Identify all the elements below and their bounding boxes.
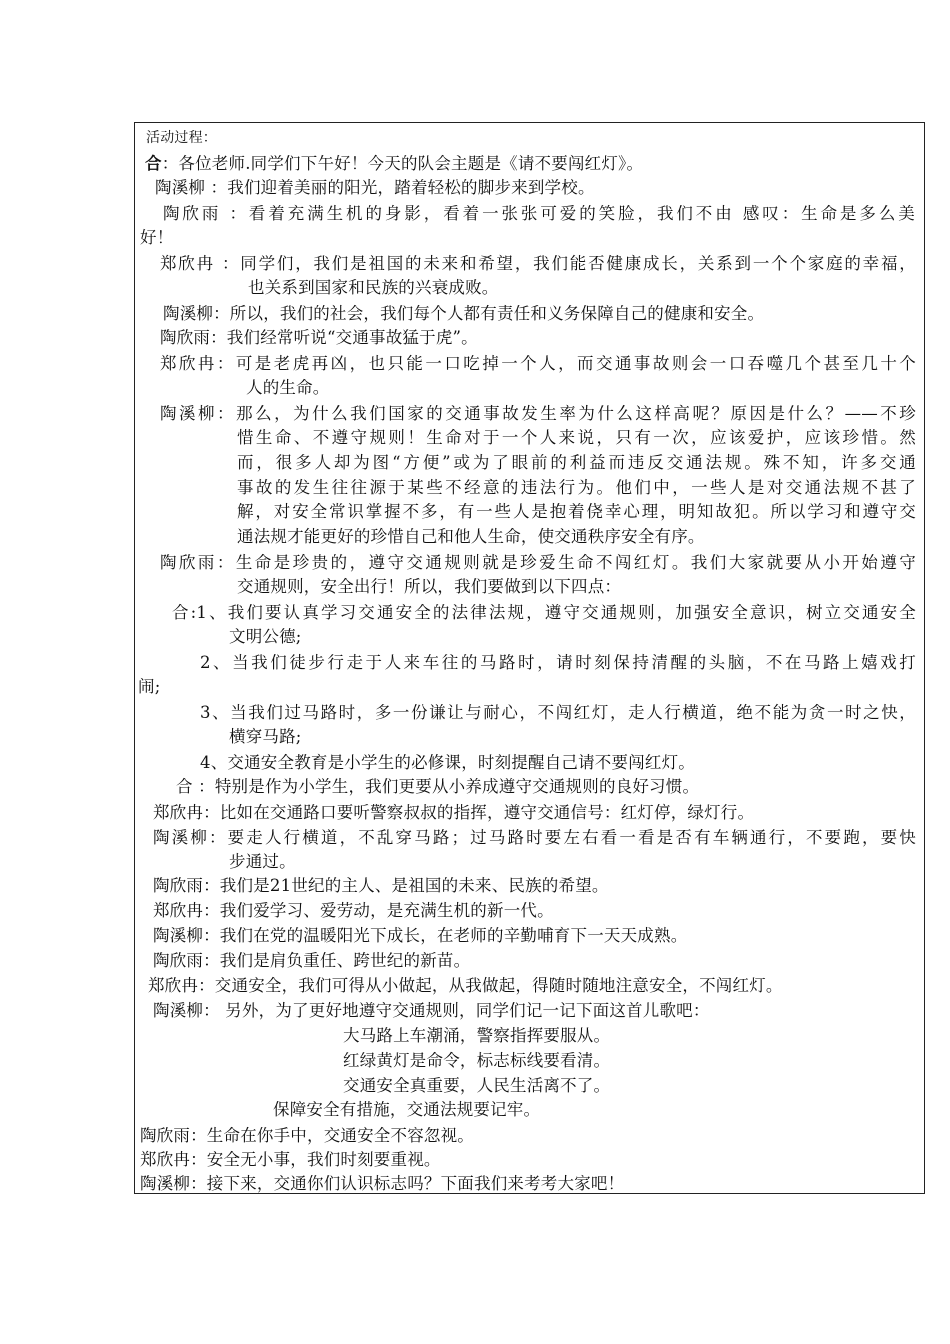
song-line: 保障安全有措施，交通法规要记牢。 [273,1100,541,1119]
dialogue-line: 好！ [140,228,174,247]
dialogue-line: 3、当我们过马路时，多一份谦让与耐心，不闯红灯，走人行横道，绝不能为贪一时之快， [200,703,916,722]
dialogue-line: 闹; [138,677,161,696]
dialogue-line: 陶欣雨：生命是珍贵的，遵守交通规则就是珍爱生命不闯红灯。我们大家就要从小开始遵守 [160,553,916,572]
dialogue-line: 横穿马路; [229,727,302,746]
dialogue-line: 郑欣冉：比如在交通路口要听警察叔叔的指挥，遵守交通信号：红灯停，绿灯行。 [153,803,755,822]
song-line: 红绿黄灯是命令，标志标线要看清。 [343,1051,611,1070]
dialogue-line: 陶欣雨 ：看着充满生机的身影，看着一张张可爱的笑脸，我们不由 感叹：生命是多么美 [163,204,915,223]
dialogue-line: 人的生命。 [246,378,330,397]
dialogue-line: 惜生命、不遵守规则！生命对于一个人来说，只有一次，应该爱护，应该珍惜。然 [237,428,916,447]
dialogue-line: 陶溪柳 ：我们迎着美丽的阳光，踏着轻松的脚步来到学校。 [155,178,595,197]
dialogue-line: 陶溪柳：所以，我们的社会，我们每个人都有责任和义务保障自己的健康和安全。 [163,304,765,323]
dialogue-line: 郑欣冉：可是老虎再凶，也只能一口吃掉一个人，而交通事故则会一口吞噬几个甚至几十个 [160,354,916,373]
dialogue-line: 郑欣冉：我们爱学习、爱劳动，是充满生机的新一代。 [153,901,554,920]
activity-heading: 活动过程： [146,130,217,146]
dialogue-line: 陶溪柳：接下来，交通你们认识标志吗？下面我们来考考大家吧！ [140,1174,625,1193]
dialogue-line: 郑欣冉 ：同学们，我们是祖国的未来和希望，我们能否健康成长，关系到一个个家庭的幸福， [160,254,916,273]
song-line: 交通安全真重要，人民生活离不了。 [343,1076,611,1095]
dialogue-line: 文明公德; [229,627,302,646]
dialogue-line: 郑欣冉：交通安全，我们可得从小做起，从我做起，得随时随地注意安全，不闯红灯。 [148,976,783,995]
speaker-label: 合 [145,154,162,173]
dialogue-line: 事故的发生往往源于某些不经意的违法行为。他们中，一些人是对交通法规不甚了 [237,478,916,497]
dialogue-text: ：各位老师.同学们下午好！今天的队会主题是《请不要闯红灯》。 [161,154,644,173]
dialogue-line: 郑欣冉：安全无小事，我们时刻要重视。 [140,1150,441,1169]
dialogue-line: 2、当我们徒步行走于人来车往的马路时，请时刻保持清醒的头脑，不在马路上嬉戏打 [200,653,916,672]
dialogue-line: 解，对安全常识掌握不多，有一些人是抱着侥幸心理，明知故犯。所以学习和遵守交 [237,502,916,521]
dialogue-line: 步通过。 [229,852,296,871]
dialogue-line: 陶溪柳： 另外，为了更好地遵守交通规则，同学们记一记下面这首儿歌吧： [153,1001,710,1020]
dialogue-line: 交通规则，安全出行！所以，我们要做到以下四点： [237,577,622,596]
dialogue-line: 4、交通安全教育是小学生的必修课，时刻提醒自己请不要闯红灯。 [200,753,695,772]
song-line: 大马路上车潮涌，警察指挥要服从。 [343,1026,611,1045]
dialogue-line: 合:1、我们要认真学习交通安全的法律法规，遵守交通规则，加强安全意识，树立交通安全 [172,603,916,622]
dialogue-line: 陶欣雨：我们经常听说“交通事故猛于虎”。 [160,328,478,347]
dialogue-line: 而，很多人却为图“方便”或为了眼前的利益而违反交通法规。殊不知，许多交通 [237,453,916,472]
dialogue-line: 陶溪柳：要走人行横道，不乱穿马路；过马路时要左右看一看是否有车辆通行，不要跑，要快 [153,828,916,847]
dialogue-line: 陶欣雨：我们是肩负重任、跨世纪的新苗。 [153,951,471,970]
dialogue-line: 陶欣雨：我们是21世纪的主人、是祖国的未来、民族的希望。 [153,876,609,895]
dialogue-line [145,154,643,174]
dialogue-line: 陶溪柳：我们在党的温暖阳光下成长，在老师的辛勤哺育下一天天成熟。 [153,926,688,945]
dialogue-line: 也关系到国家和民族的兴衰成败。 [248,278,499,297]
dialogue-line: 合 ：特别是作为小学生，我们更要从小养成遵守交通规则的良好习惯。 [176,777,700,796]
dialogue-line: 通法规才能更好的珍惜自己和他人生命，使交通秩序安全有序。 [237,527,705,546]
dialogue-line: 陶欣雨：生命在你手中，交通安全不容忽视。 [140,1126,474,1145]
dialogue-line: 陶溪柳：那么，为什么我们国家的交通事故发生率为什么这样高呢？原因是什么？——不珍 [160,404,916,423]
